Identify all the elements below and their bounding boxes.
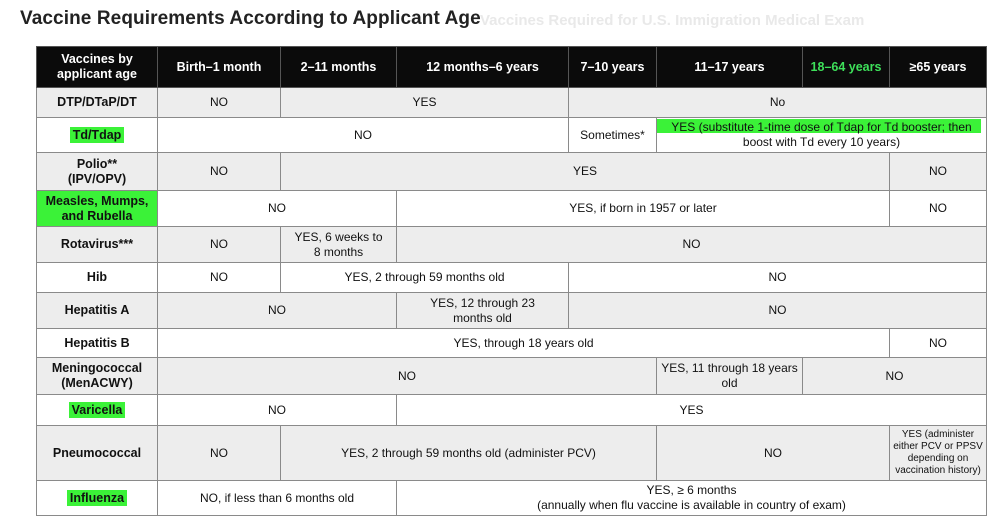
cell-rota-birth: NO bbox=[158, 227, 281, 263]
vaccine-name-meningococcal-line1: Meningococcal bbox=[51, 361, 143, 375]
table-row-hepatitis-b bbox=[37, 329, 987, 358]
header-age-birth-1-month: Birth–1 month bbox=[158, 47, 281, 88]
vaccine-name-pneumococcal: Pneumococcal bbox=[37, 426, 158, 481]
vaccine-name-varicella-label: Varicella bbox=[69, 402, 126, 418]
table-row-polio bbox=[37, 153, 987, 191]
vaccine-name-tdap bbox=[37, 118, 158, 153]
vaccine-name-tdap-label: Td/Tdap bbox=[70, 127, 125, 143]
cell-polio-birth: NO bbox=[158, 153, 281, 191]
vaccine-name-mmr bbox=[37, 191, 158, 227]
vaccine-name-dtp: DTP/DTaP/DT bbox=[37, 88, 158, 118]
page-title: Vaccine Requirements According to Applicant Age bbox=[20, 8, 481, 29]
vaccine-name-polio-line1: Polio** bbox=[76, 156, 118, 171]
cell-pneumo-65-line1: YES (administer bbox=[901, 429, 975, 440]
vaccine-name-polio bbox=[37, 153, 158, 191]
vaccine-name-influenza bbox=[37, 481, 158, 516]
cell-mmr-birth-11m: NO bbox=[158, 191, 397, 227]
table-row-rotavirus bbox=[37, 227, 987, 263]
cell-mmr-65-plus: NO bbox=[890, 191, 987, 227]
cell-polio-65-plus: NO bbox=[890, 153, 987, 191]
header-age-12-months-6-years: 12 months–6 years bbox=[397, 47, 569, 88]
cell-rota-2-11m-line1: YES, 6 weeks to bbox=[294, 229, 383, 244]
cell-pneumo-65-line3: depending on bbox=[907, 453, 969, 464]
header-row bbox=[37, 47, 987, 88]
table-row-varicella bbox=[37, 395, 987, 426]
cell-mening-11-17y-line2: old bbox=[721, 376, 738, 390]
vaccine-name-polio-line2: (IPV/OPV) bbox=[67, 171, 127, 186]
cell-hepb-65-plus: NO bbox=[890, 329, 987, 358]
cell-tdap-11y-plus bbox=[657, 118, 987, 153]
table-row-hib bbox=[37, 263, 987, 293]
vaccine-name-rotavirus: Rotavirus*** bbox=[37, 227, 158, 263]
header-age-11-17-years: 11–17 years bbox=[657, 47, 803, 88]
table-row-pneumococcal bbox=[37, 426, 987, 481]
header-age-65-plus: ≥65 years bbox=[890, 47, 987, 88]
header-age-2-11-months: 2–11 months bbox=[281, 47, 397, 88]
cell-pneumo-birth: NO bbox=[158, 426, 281, 481]
cell-pneumo-65-plus bbox=[890, 426, 987, 481]
cell-hib-birth: NO bbox=[158, 263, 281, 293]
cell-hepa-12m-6y-line1: YES, 12 through 23 bbox=[430, 295, 535, 310]
cell-flu-line1: YES, ≥ 6 months bbox=[646, 483, 737, 497]
cell-rota-2-11m bbox=[281, 227, 397, 263]
cell-tdap-11y-plus-line2: boost with Td every 10 years) bbox=[742, 135, 901, 149]
faded-background-text: Vaccines Required for U.S. Immigration Medical Exam bbox=[480, 12, 865, 29]
cell-pneumo-65-line2: either PCV or PPSV bbox=[893, 441, 983, 452]
cell-mening-11-17y bbox=[657, 358, 803, 395]
cell-mening-birth-10y: NO bbox=[158, 358, 657, 395]
cell-mening-11-17y-line1: YES, 11 through 18 years bbox=[661, 361, 798, 375]
table-row-hepatitis-a bbox=[37, 293, 987, 329]
table-row-influenza bbox=[37, 481, 987, 516]
cell-dtp-2m-6y: YES bbox=[281, 88, 569, 118]
cell-tdap-7-10y: Sometimes* bbox=[569, 118, 657, 153]
cell-tdap-birth-6y: NO bbox=[158, 118, 569, 153]
vaccine-name-mmr-line1: Measles, Mumps, bbox=[45, 193, 149, 208]
cell-flu-12m-plus bbox=[397, 481, 987, 516]
vaccine-name-mmr-line2: and Rubella bbox=[61, 208, 133, 223]
vaccine-name-meningococcal bbox=[37, 358, 158, 395]
cell-dtp-birth: NO bbox=[158, 88, 281, 118]
cell-varicella-12m-plus: YES bbox=[397, 395, 987, 426]
cell-hepa-12m-6y bbox=[397, 293, 569, 329]
cell-mening-18y-plus: NO bbox=[803, 358, 987, 395]
cell-hib-7y-plus: NO bbox=[569, 263, 987, 293]
cell-varicella-birth-11m: NO bbox=[158, 395, 397, 426]
cell-polio-2m-64y: YES bbox=[281, 153, 890, 191]
table-row-tdap bbox=[37, 118, 987, 153]
cell-pneumo-65-line4: vaccination history) bbox=[895, 465, 981, 476]
cell-flu-line2: (annually when flu vaccine is available in country of exam) bbox=[537, 498, 846, 512]
vaccine-name-hepatitis-a: Hepatitis A bbox=[37, 293, 158, 329]
vaccine-name-meningococcal-line2: (MenACWY) bbox=[61, 376, 133, 390]
header-age-18-64-years: 18–64 years bbox=[803, 47, 890, 88]
header-vaccines-line1: Vaccines by bbox=[61, 52, 133, 66]
cell-hepa-7y-plus: NO bbox=[569, 293, 987, 329]
vaccine-name-hepatitis-b: Hepatitis B bbox=[37, 329, 158, 358]
cell-flu-birth-11m: NO, if less than 6 months old bbox=[158, 481, 397, 516]
cell-dtp-7y-plus: No bbox=[569, 88, 987, 118]
cell-hepa-12m-6y-line2: months old bbox=[453, 310, 512, 325]
vaccine-requirements-table bbox=[36, 46, 987, 516]
cell-pneumo-2m-6y: YES, 2 through 59 months old (administer PCV) bbox=[281, 426, 657, 481]
cell-pneumo-7-64y: NO bbox=[657, 426, 890, 481]
table-row-mmr bbox=[37, 191, 987, 227]
vaccine-name-varicella bbox=[37, 395, 158, 426]
vaccine-name-hib: Hib bbox=[37, 263, 158, 293]
table-row-meningococcal bbox=[37, 358, 987, 395]
cell-rota-2-11m-line2: 8 months bbox=[313, 244, 364, 259]
cell-hib-2m-6y: YES, 2 through 59 months old bbox=[281, 263, 569, 293]
cell-tdap-11y-plus-line1: YES (substitute 1-time dose of Tdap for Td booster; then bbox=[671, 120, 972, 134]
cell-mmr-12m-64y: YES, if born in 1957 or later bbox=[397, 191, 890, 227]
header-vaccines-by-age bbox=[37, 47, 158, 88]
table-row-dtp bbox=[37, 88, 987, 118]
header-age-7-10-years: 7–10 years bbox=[569, 47, 657, 88]
header-vaccines-line2: applicant age bbox=[57, 67, 137, 81]
cell-rota-12m-plus: NO bbox=[397, 227, 987, 263]
cell-hepa-birth-11m: NO bbox=[158, 293, 397, 329]
cell-hepb-birth-64y: YES, through 18 years old bbox=[158, 329, 890, 358]
vaccine-name-influenza-label: Influenza bbox=[67, 490, 127, 506]
